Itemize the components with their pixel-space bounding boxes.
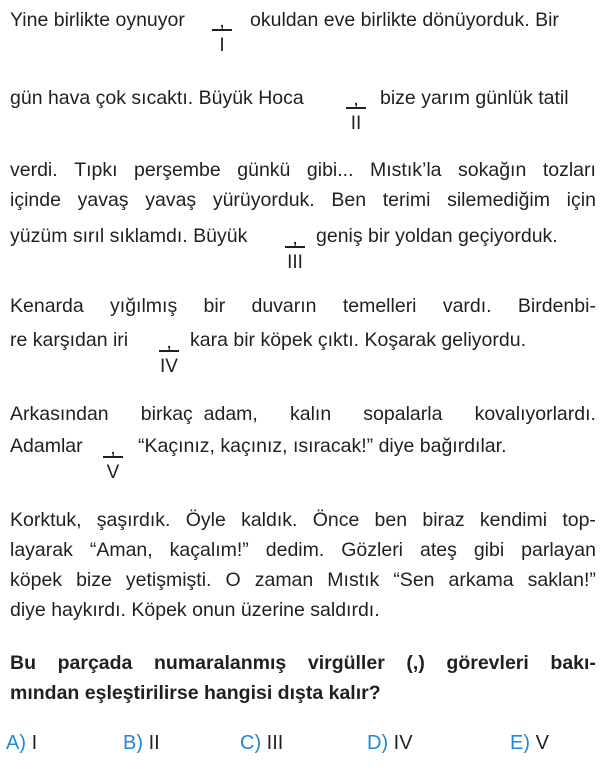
option-b[interactable] bbox=[123, 732, 160, 755]
passage-line-10 bbox=[10, 508, 596, 532]
option-value: IV bbox=[393, 732, 413, 754]
passage-text: geniş bir yoldan geçiyorduk. bbox=[316, 225, 558, 247]
word: top- bbox=[562, 509, 596, 531]
passage-text: diye haykırdı. Köpek onun üzerine saldırdı. bbox=[10, 599, 380, 621]
answer-options bbox=[0, 732, 606, 760]
word: virgüller bbox=[307, 652, 385, 674]
word: Önce bbox=[312, 509, 360, 531]
word: zaman bbox=[254, 569, 314, 591]
passage-line-13 bbox=[10, 598, 596, 622]
option-value: II bbox=[148, 732, 160, 754]
word: Mıstık bbox=[327, 569, 380, 591]
word: arkama bbox=[448, 569, 514, 591]
word: şaşırdık. bbox=[96, 509, 171, 531]
comma-mark-3 bbox=[280, 228, 310, 274]
word: Ben bbox=[331, 189, 367, 211]
word: gibi bbox=[473, 539, 505, 561]
word: Öyle bbox=[185, 509, 226, 531]
word: duvarın bbox=[251, 295, 317, 317]
word: köpek bbox=[10, 569, 63, 591]
comma-label: III bbox=[287, 252, 303, 273]
word: gibi... bbox=[306, 159, 354, 181]
option-letter: C) bbox=[240, 732, 262, 754]
option-e[interactable] bbox=[510, 732, 549, 755]
option-letter: D) bbox=[367, 732, 389, 754]
word: layarak bbox=[10, 539, 73, 561]
word: bir bbox=[203, 295, 226, 317]
passage-text: yüzüm sırıl sıklamdı. Büyük bbox=[10, 225, 248, 247]
passage-text: re karşıdan iri bbox=[10, 329, 129, 351]
word: Bu bbox=[10, 652, 36, 674]
word: parçada bbox=[57, 652, 133, 674]
word: bakı- bbox=[550, 652, 596, 674]
comma-symbol: , bbox=[353, 88, 359, 110]
option-letter: A) bbox=[6, 732, 26, 754]
comma-mark-4 bbox=[154, 332, 184, 378]
word: Birdenbi- bbox=[517, 295, 596, 317]
option-d[interactable] bbox=[367, 732, 413, 755]
comma-mark-1 bbox=[207, 11, 237, 57]
option-c[interactable] bbox=[240, 732, 283, 755]
comma-label: IV bbox=[160, 356, 178, 377]
passage-line-6 bbox=[10, 294, 596, 318]
word: yavaş bbox=[145, 189, 197, 211]
word: kovalıyorlardı. bbox=[474, 403, 596, 425]
word: ben bbox=[374, 509, 408, 531]
word: Arkasından bbox=[10, 403, 109, 425]
passage-text: “Kaçınız, kaçınız, ısıracak!” diye bağırdılar. bbox=[138, 435, 507, 457]
word: birkaç adam, bbox=[140, 403, 258, 425]
word: verdi. bbox=[10, 159, 58, 181]
word: ateş bbox=[420, 539, 457, 561]
comma-symbol: , bbox=[219, 10, 225, 32]
word: numaralanmış bbox=[154, 652, 287, 674]
word: temelleri bbox=[342, 295, 417, 317]
word: bize bbox=[76, 569, 112, 591]
word: dedim. bbox=[265, 539, 325, 561]
passage-text: kara bir köpek çıktı. Koşarak geliyordu. bbox=[190, 329, 526, 351]
word: Gözleri bbox=[341, 539, 404, 561]
comma-label: II bbox=[350, 113, 362, 134]
word: “Aman, bbox=[89, 539, 153, 561]
word: yetişmişti. bbox=[125, 569, 212, 591]
comma-mark-5 bbox=[98, 438, 128, 484]
word: vardı. bbox=[442, 295, 492, 317]
word: tozları bbox=[542, 159, 596, 181]
word: görevleri bbox=[446, 652, 529, 674]
word: yavaş bbox=[77, 189, 129, 211]
word: kalın bbox=[289, 403, 332, 425]
passage-text: Adamlar bbox=[10, 435, 83, 457]
comma-label: V bbox=[106, 462, 120, 483]
option-value: I bbox=[31, 732, 38, 754]
word: Tıpkı bbox=[74, 159, 118, 181]
word: (,) bbox=[406, 652, 425, 674]
word: yığılmış bbox=[110, 295, 178, 317]
word: parlayan bbox=[521, 539, 596, 561]
comma-label: I bbox=[219, 35, 225, 56]
passage-line-11 bbox=[10, 538, 596, 562]
comma-symbol: , bbox=[110, 437, 116, 459]
word: saklan!” bbox=[527, 569, 596, 591]
word: “Sen bbox=[393, 569, 435, 591]
word: için bbox=[566, 189, 596, 211]
comma-symbol: , bbox=[166, 331, 172, 353]
comma-symbol: , bbox=[292, 227, 298, 249]
question-line-2 bbox=[10, 678, 596, 708]
word: O bbox=[225, 569, 241, 591]
option-letter: E) bbox=[510, 732, 530, 754]
word: silemediğim bbox=[447, 189, 551, 211]
word: kaçalım!” bbox=[169, 539, 249, 561]
word: perşembe bbox=[134, 159, 221, 181]
passage-text: okuldan eve birlikte dönüyorduk. Bir bbox=[250, 9, 559, 31]
passage-text: gün hava çok sıcaktı. Büyük Hoca bbox=[10, 87, 304, 109]
passage-line-3 bbox=[10, 158, 596, 182]
word: kendimi bbox=[479, 509, 548, 531]
passage-line-8 bbox=[10, 402, 596, 426]
option-letter: B) bbox=[123, 732, 143, 754]
option-a[interactable] bbox=[6, 732, 37, 755]
word: Mıstık’la bbox=[370, 159, 442, 181]
word: sopalarla bbox=[363, 403, 443, 425]
option-value: III bbox=[266, 732, 284, 754]
word: Korktuk, bbox=[10, 509, 82, 531]
passage-line-4 bbox=[10, 188, 596, 212]
word: yürüyorduk. bbox=[212, 189, 315, 211]
option-value: V bbox=[535, 732, 549, 754]
word: sokağın bbox=[458, 159, 527, 181]
word: kaldık. bbox=[241, 509, 298, 531]
word: günkü bbox=[237, 159, 291, 181]
word: biraz bbox=[422, 509, 465, 531]
passage-text: bize yarım günlük tatil bbox=[380, 87, 569, 109]
passage-line-12 bbox=[10, 568, 596, 592]
question-line-1 bbox=[10, 648, 596, 678]
comma-mark-2 bbox=[341, 89, 371, 135]
passage-text: Yine birlikte oynuyor bbox=[10, 9, 185, 31]
word: içinde bbox=[10, 189, 61, 211]
question-text: mından eşleştirilirse hangisi dışta kalır? bbox=[10, 682, 381, 704]
word: Kenarda bbox=[10, 295, 84, 317]
word: terimi bbox=[382, 189, 431, 211]
